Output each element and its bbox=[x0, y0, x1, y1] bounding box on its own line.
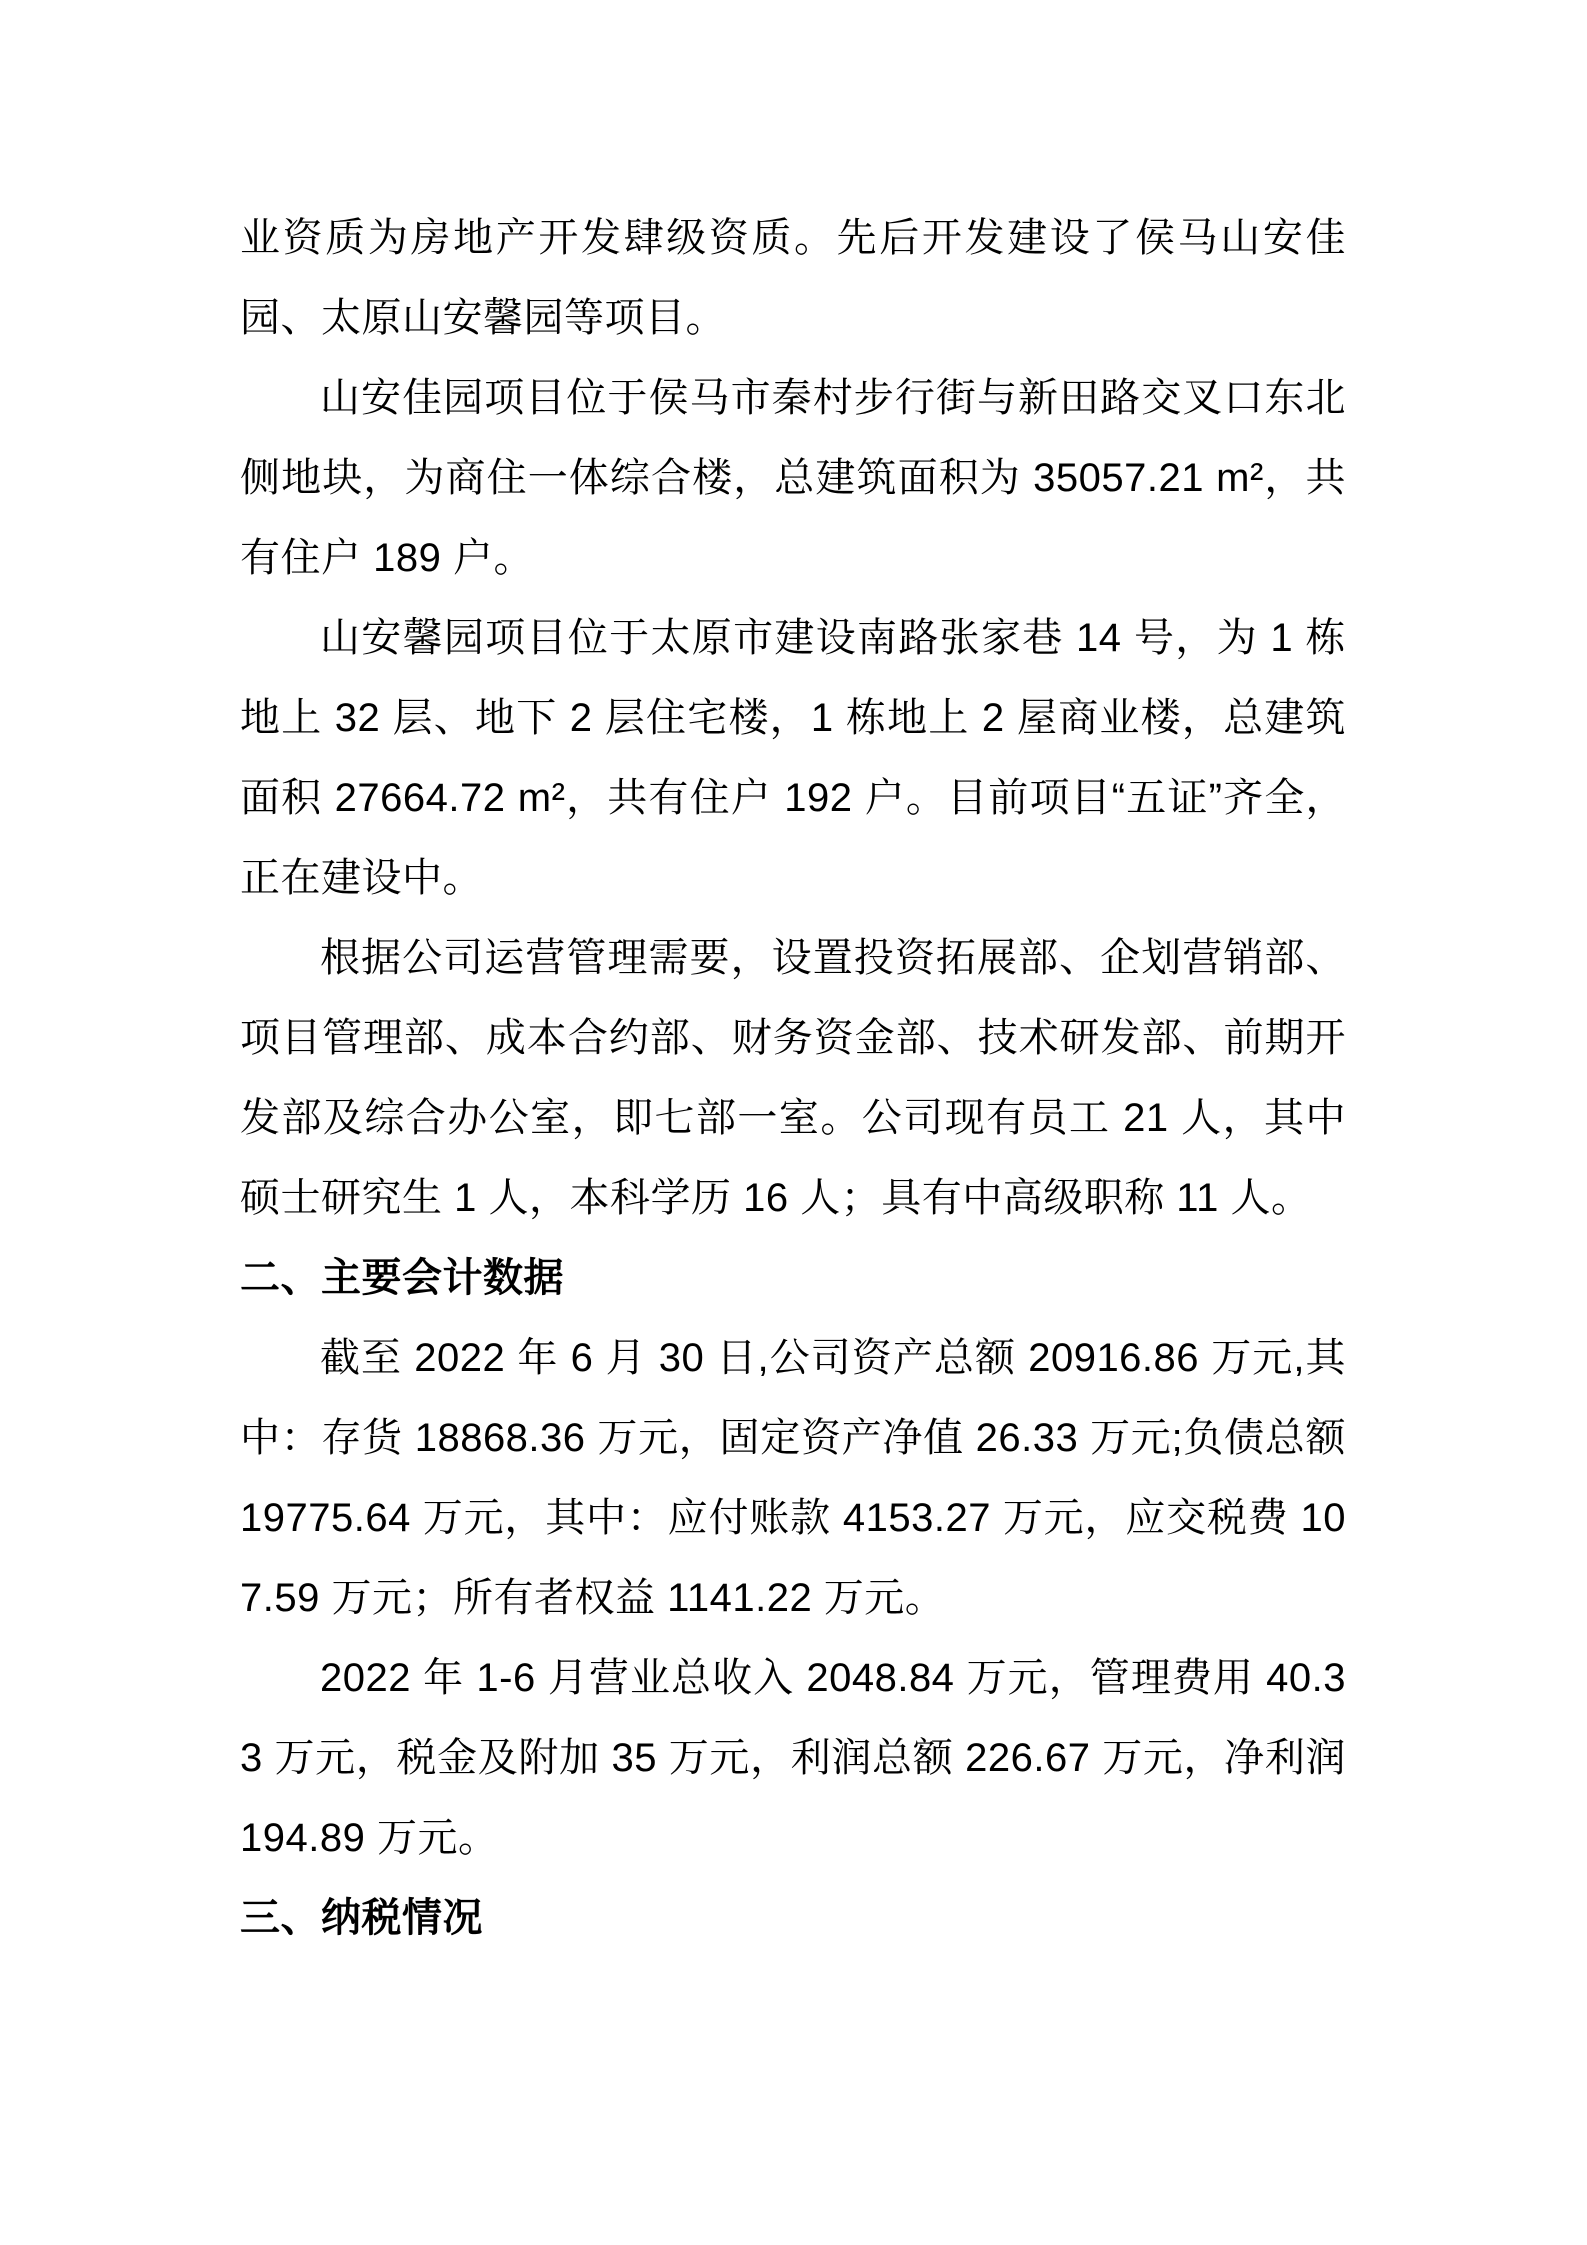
paragraph-qualifications: 业资质为房地产开发肆级资质。先后开发建设了侯马山安佳园、太原山安馨园等项目。 bbox=[240, 216, 1346, 340]
paragraph-departments-staff: 根据公司运营管理需要，设置投资拓展部、企划营销部、项目管理部、成本合约部、财务资金部、技术研发部、前期开发部及综合办公室，即七部一室。公司现有员工 21 人，其中硕士研究生 1 人，本科学历 16 人；具有中高级职称 11 人。 bbox=[240, 936, 1346, 1220]
heading-accounting-data: 二、主要会计数据 bbox=[240, 1256, 564, 1300]
heading-tax-status: 三、纳税情况 bbox=[240, 1896, 483, 1940]
paragraph-shanan-xinyuan-project: 山安馨园项目位于太原市建设南路张家巷 14 号，为 1 栋地上 32 层、地下 2 层住宅楼，1 栋地上 2 屋商业楼，总建筑面积 27664.72 m²，共有住户 192 户。目前项目“五证”齐全，正在建设中。 bbox=[240, 616, 1346, 900]
paragraph-revenue-profit: 2022 年 1-6 月营业总收入 2048.84 万元，管理费用 40.33 万元，税金及附加 35 万元，利润总额 226.67 万元，净利润 194.89 万元。 bbox=[240, 1656, 1346, 1860]
paragraph-shanan-jiayuan-project: 山安佳园项目位于侯马市秦村步行街与新田路交叉口东北侧地块，为商住一体综合楼，总建筑面积为 35057.21 m²，共有住户 189 户。 bbox=[240, 376, 1346, 580]
document-content bbox=[240, 198, 1346, 1958]
paragraph-assets-liabilities: 截至 2022 年 6 月 30 日,公司资产总额 20916.86 万元,其中：存货 18868.36 万元，固定资产净值 26.33 万元;负债总额 19775.64 万元，其中：应付账款 4153.27 万元，应交税费 107.59 万元；所有者权益 1141.22 万元。 bbox=[240, 1336, 1346, 1620]
